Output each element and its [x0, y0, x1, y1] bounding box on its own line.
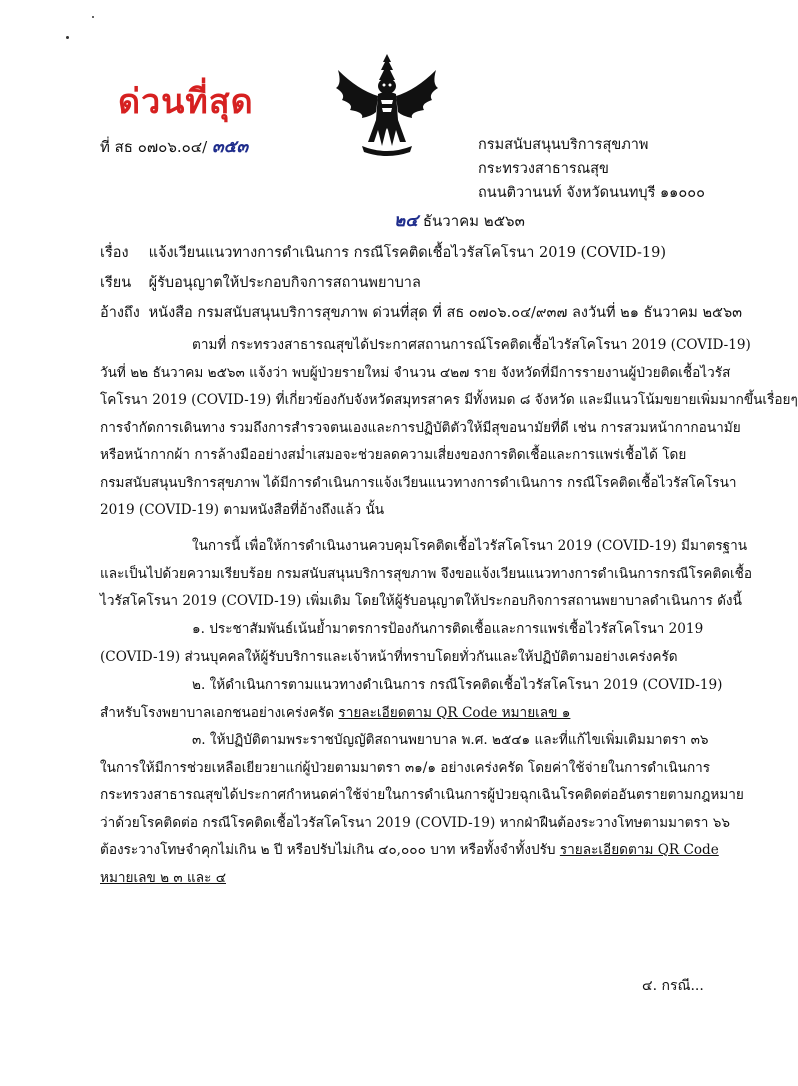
addressee-text: ผู้รับอนุญาตให้ประกอบกิจการสถานพยาบาล [148, 275, 421, 291]
paragraph-line: กรมสนับสนุนบริการสุขภาพ ได้มีการดำเนินการแจ้งเวียนแนวทางการดำเนินการ กรณีโรคติดเชื้อไวรัสโคโรนา [100, 474, 737, 491]
date-day-handwritten: ๒๔ [394, 211, 419, 231]
subject-row [100, 241, 666, 264]
item-2-text: สำหรับโรงพยาบาลเอกชนอย่างเคร่งครัด [100, 704, 335, 721]
continuation-note: ๔. กรณี... [642, 978, 704, 994]
paragraph-background [100, 332, 798, 525]
paragraph-line: ในการนี้ เพื่อให้การดำเนินงานควบคุมโรคติดเชื้อไวรัสโคโรนา 2019 (COVID-19) มีมาตรฐาน [192, 538, 748, 554]
qr-code-reference-3: หมายเลข ๒ ๓ และ ๔ [100, 869, 227, 886]
item-3 [100, 727, 744, 892]
reference-text: หนังสือ กรมสนับสนุนบริการสุขภาพ ด่วนที่สุด ที่ สธ ๐๗๐๖.๐๔/๙๓๗ ลงวันที่ ๒๑ ธันวาคม ๒๕๖๓ [148, 305, 743, 321]
paragraph-line [100, 837, 719, 865]
document-number-prefix: ที่ สธ ๐๗๐๖.๐๔/ [100, 138, 208, 156]
urgent-stamp: ด่วนที่สุด [118, 82, 254, 122]
paragraph-request [100, 533, 753, 616]
paragraph-line: ๑. ประชาสัมพันธ์เน้นย้ำมาตรการป้องกันการติดเชื้อและการแพร่เชื้อไวรัสโคโรนา 2019 [192, 621, 704, 637]
organization-line: กระทรวงสาธารณสุข [478, 161, 609, 177]
reference-row [100, 301, 742, 324]
garuda-emblem [328, 50, 446, 162]
date-month-year: ธันวาคม ๒๕๖๓ [422, 212, 525, 230]
paragraph-line: ไวรัสโคโรนา 2019 (COVID-19) เพิ่มเติม โดยให้ผู้รับอนุญาตให้ประกอบกิจการสถานพยาบาลดำเนินการ ดังนี้ [100, 593, 742, 609]
scan-speck [92, 16, 94, 18]
paragraph-line: ในการให้มีการช่วยเหลือเยียวยาแก่ผู้ป่วยตามมาตรา ๓๑/๑ อย่างเคร่งครัด โดยค่าใช้จ่ายในการดำเนินการ [100, 759, 711, 776]
document-number-handwritten: ๓๕๓ [211, 137, 249, 157]
item-3-text: ต้องระวางโทษจำคุกไม่เกิน ๒ ปี หรือปรับไม่เกิน ๔๐,๐๐๐ บาท หรือทั้งจำทั้งปรับ [100, 842, 556, 858]
paragraph-line [100, 865, 690, 893]
document-number [100, 133, 248, 160]
paragraph-line: กระทรวงสาธารณสุขได้ประกาศกำหนดค่าใช้จ่ายในการดำเนินการผู้ป่วยฉุกเฉินโรคติดต่ออันตรายตามกฎหมาย [100, 787, 744, 803]
paragraph-line: ๓. ให้ปฏิบัติตามพระราชบัญญัติสถานพยาบาล พ.ศ. ๒๕๔๑ และที่แก้ไขเพิ่มเติมมาตรา ๓๖ [192, 732, 709, 748]
item-1 [100, 616, 704, 671]
paragraph-line: หรือหน้ากากผ้า การล้างมืออย่างสม่ำเสมอจะช่วยลดความเสี่ยงของการติดเชื้อและการแพร่เชื้อได้ โดย [100, 447, 687, 463]
paragraph-line: โคโรนา 2019 (COVID-19) ที่เกี่ยวข้องกับจังหวัดสมุทรสาคร มีทั้งหมด ๘ จังหวัด และมีแนวโน้มขยายเพิ่มมากขึ้นเรื่อยๆ [100, 392, 798, 408]
reference-label: อ้างถึง [100, 305, 140, 321]
item-2 [100, 672, 723, 727]
paragraph-line: ๒. ให้ดำเนินการตามแนวทางดำเนินการ กรณีโรคติดเชื้อไวรัสโคโรนา 2019 (COVID-19) [192, 677, 723, 693]
qr-code-reference-2: รายละเอียดตาม QR Code [559, 842, 719, 858]
organization-line: กรมสนับสนุนบริการสุขภาพ [478, 137, 649, 153]
document-date [394, 207, 525, 234]
paragraph-line: การจำกัดการเดินทาง รวมถึงการสำรวจตนเองและการปฏิบัติตัวให้มีสุขอนามัยที่ดี เช่น การสวมหน้ากากอนามัย [100, 419, 741, 436]
addressee-label: เรียน [100, 275, 132, 291]
subject-text: แจ้งเวียนแนวทางการดำเนินการ กรณีโรคติดเชื้อไวรัสโคโรนา 2019 (COVID-19) [148, 245, 667, 261]
paragraph-line: ตามที่ กระทรวงสาธารณสุขได้ประกาศสถานการณ์โรคติดเชื้อไวรัสโคโรนา 2019 (COVID-19) [192, 337, 751, 353]
paragraph-line: 2019 (COVID-19) ตามหนังสือที่อ้างถึงแล้ว นั้น [100, 502, 385, 518]
scan-speck [66, 36, 69, 39]
paragraph-line: (COVID-19) ส่วนบุคคลให้ผู้รับบริการและเจ้าหน้าที่ทราบโดยทั่วกันและให้ปฏิบัติตามอย่างเคร่งครัด [100, 648, 678, 665]
paragraph-line: ว่าด้วยโรคติดต่อ กรณีโรคติดเชื้อไวรัสโคโรนา 2019 (COVID-19) หากฝ่าฝืนต้องระวางโทษตามมาตรา ๖๖ [100, 814, 730, 831]
paragraph-line [100, 700, 690, 728]
paragraph-line: วันที่ ๒๒ ธันวาคม ๒๕๖๓ แจ้งว่า พบผู้ป่วยรายใหม่ จำนวน ๔๒๗ ราย จังหวัดที่มีการรายงานผู้ป่วยติดเชื้อไวรัส [100, 364, 731, 381]
subject-label: เรื่อง [100, 245, 129, 261]
organization-address [478, 133, 705, 205]
qr-code-reference-1: รายละเอียดตาม QR Code หมายเลข ๑ [338, 704, 571, 721]
addressee-row [100, 271, 421, 294]
organization-line: ถนนติวานนท์ จังหวัดนนทบุรี ๑๑๐๐๐ [478, 185, 705, 201]
paragraph-line: และเป็นไปด้วยความเรียบร้อย กรมสนับสนุนบริการสุขภาพ จึงขอแจ้งเวียนแนวทางการดำเนินการกรณีโรคติดเชื้อ [100, 565, 753, 582]
